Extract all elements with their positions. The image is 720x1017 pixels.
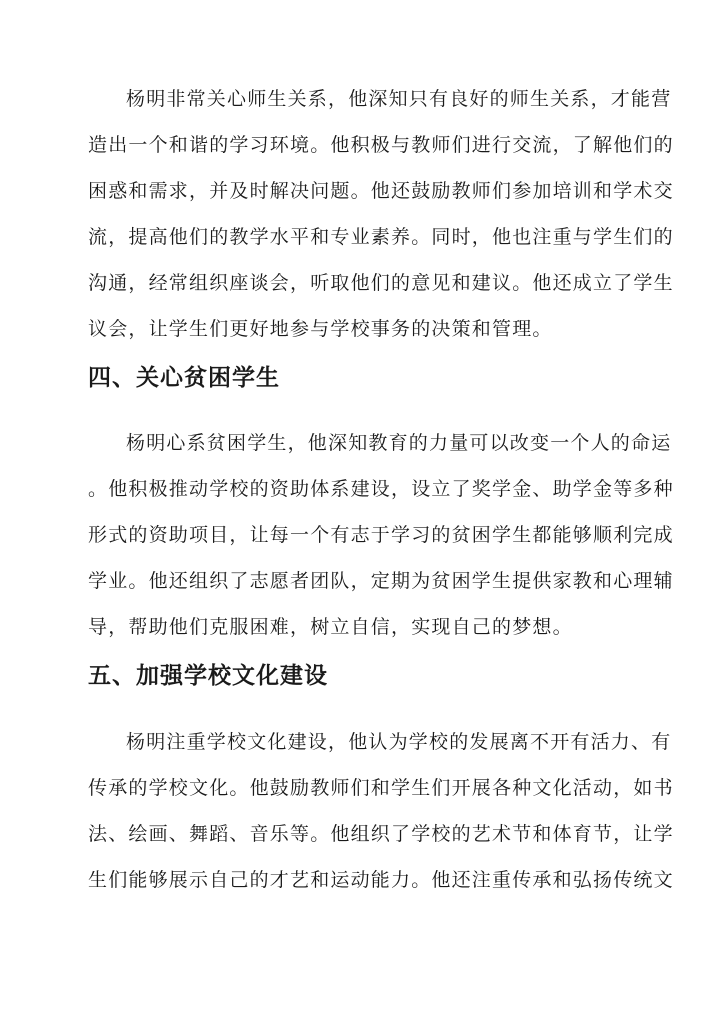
text-line: 流，提高他们的教学水平和专业素养。同时，他也注重与学生们的 — [88, 226, 674, 248]
text-line: 法、绘画、舞蹈、音乐等。他组织了学校的艺术节和体育节，让学 — [88, 823, 674, 845]
text-line: 杨明心系贫困学生，他深知教育的力量可以改变一个人的命运 — [126, 432, 672, 454]
text-line: 造出一个和谐的学习环境。他积极与教师们进行交流，了解他们的 — [88, 134, 674, 156]
text-line: 传承的学校文化。他鼓励教师们和学生们开展各种文化活动，如书 — [88, 777, 674, 799]
paragraph-teacher-student-relations — [88, 86, 674, 362]
text-line: 沟通，经常组织座谈会，听取他们的意见和建议。他还成立了学生 — [88, 272, 674, 294]
section-heading-school-culture: 五、加强学校文化建设 — [88, 663, 328, 689]
text-line: 杨明注重学校文化建设，他认为学校的发展离不开有活力、有 — [126, 731, 672, 753]
text-line: 学业。他还组织了志愿者团队，定期为贫困学生提供家教和心理辅 — [88, 570, 674, 592]
text-line: 导，帮助他们克服困难，树立自信，实现自己的梦想。 — [88, 616, 573, 638]
section-heading-care-for-poor-students: 四、关心贫困学生 — [88, 365, 280, 391]
paragraph-school-culture — [88, 729, 674, 913]
text-line: 杨明非常关心师生关系，他深知只有良好的师生关系，才能营 — [126, 88, 672, 110]
text-line: 形式的资助项目，让每一个有志于学习的贫困学生都能够顺利完成 — [88, 524, 674, 546]
text-line: 议会，让学生们更好地参与学校事务的决策和管理。 — [88, 318, 553, 340]
text-line: 。他积极推动学校的资助体系建设，设立了奖学金、助学金等多种 — [88, 478, 674, 500]
text-line: 困惑和需求，并及时解决问题。他还鼓励教师们参加培训和学术交 — [88, 180, 674, 202]
text-line: 生们能够展示自己的才艺和运动能力。他还注重传承和弘扬传统文 — [88, 869, 674, 891]
paragraph-care-for-poor-students — [88, 430, 674, 660]
